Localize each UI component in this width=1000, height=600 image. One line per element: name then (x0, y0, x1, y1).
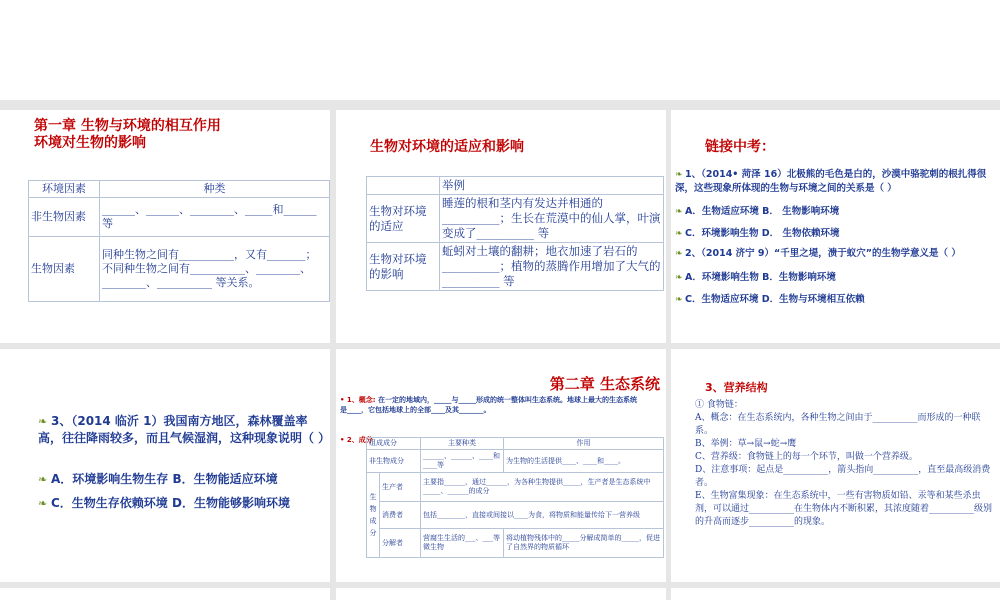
content-line: E、生物富集现象：在生态系统中，一些有害物质如铅、汞等和某些杀虫剂，可以通过__________在生物体内不断积累，其浓度随着__________级别的升高而逐步__________的现象。 (695, 491, 993, 527)
slide-5[interactable] (336, 349, 666, 582)
sub-heading: ① 食物链： (695, 400, 743, 410)
content-line: C、营养级：食物链上的每一个环节，叫做一个营养级。 (695, 452, 918, 462)
table-row (29, 181, 330, 198)
leaf-bullet-icon: ❧ (38, 473, 48, 486)
concept-block (340, 395, 640, 415)
table-header-cell: 举例 (440, 177, 664, 195)
table-header-cell: 主要种类 (421, 438, 504, 450)
slide-3[interactable] (671, 110, 1000, 343)
table-cell: 消费者 (380, 502, 421, 529)
table-cell: 为生物的生活提供____、____和____。 (504, 450, 664, 473)
content-line: A、概念：在生态系统内，各种生物之间由于__________而形成的一种联系。 (695, 413, 981, 436)
table-row (29, 198, 330, 237)
option-line (675, 225, 997, 239)
question-3 (38, 413, 328, 447)
option-line (675, 291, 997, 305)
table-row (29, 237, 330, 302)
question-block (675, 168, 997, 305)
table-row (367, 438, 664, 450)
option-line (38, 495, 328, 512)
table-header-cell (367, 177, 440, 195)
concept-label: 1、概念: (346, 396, 376, 404)
leaf-bullet-icon: ❧ (675, 273, 683, 283)
option-line (38, 471, 328, 488)
table-header-cell: 环境因素 (29, 181, 100, 198)
table-header-cell: 组成成分 (367, 438, 421, 450)
bullet-marker: • (340, 396, 347, 404)
table-row (367, 502, 664, 529)
content-line: D、注意事项：起点是__________，箭头指向__________，直至最高级消费者。 (695, 465, 991, 488)
leaf-bullet-icon: ❧ (675, 170, 683, 180)
table-cell: 生物对环境的适应 (367, 195, 440, 243)
option-line (675, 269, 997, 283)
table-row (367, 529, 664, 558)
option-text: A．环境影响生物生存 B．生物能适应环境 (51, 472, 278, 486)
table-header-cell: 作用 (504, 438, 664, 450)
table-row (367, 243, 664, 291)
content-line: B、举例：草→鼠→蛇→鹰 (695, 439, 797, 449)
slide-2[interactable] (336, 110, 666, 343)
concept-text: 在一定的地域内，_____与_____形成的统一整体叫生态系统。地球上最大的生态系统是____，它包括地球上的全部____及其_______。 (340, 396, 638, 414)
table-header-cell: 种类 (100, 181, 330, 198)
leaf-bullet-icon: ❧ (675, 295, 683, 305)
table-row (367, 177, 664, 195)
table-cell: 非生物因素 (29, 198, 100, 237)
section-title: 环境对生物的影响 (34, 135, 146, 151)
slide-1[interactable] (0, 110, 330, 343)
table-cell: 包括________，直接或间接以____为食，将物质和能量传给下一营养级 (421, 502, 664, 529)
table-cell: 生物因素 (29, 237, 100, 302)
question-text: 1、（2014• 菏泽 16）北极熊的毛色是白的，沙漠中骆驼刺的根扎得很深，这些现象所体现的生物与环境之间的关系是（ ） (675, 169, 987, 194)
question-text: 2、（2014 济宁 9）“千里之堤，溃于蚁穴”的生物学意义是（ ） (685, 248, 961, 259)
table-cell: 分解者 (380, 529, 421, 558)
leaf-bullet-icon: ❧ (38, 497, 48, 510)
table-cell: 蚯蚓对土壤的翻耕；地衣加速了岩石的 __________；植物的蒸腾作用增加了大气的 __________ 等 (440, 243, 664, 291)
table-cell: 同种生物之间有__________，又有_______；不同种生物之间有__________、________、________、__________ 等关系。 (100, 237, 330, 302)
table-row (367, 195, 664, 243)
environment-factor-table (28, 180, 330, 302)
table-row (367, 450, 664, 473)
bullet-marker: • (340, 436, 347, 444)
table-cell: 将动植物残体中的_____分解成简单的_____，促进了自然界的物质循环 (504, 529, 664, 558)
question-text: 3、（2014 临沂 1）我国南方地区，森林覆盖率高，往往降雨较多，而且气候湿润，这种现象说明（ ） (38, 414, 330, 445)
table-cell: 生产者 (380, 473, 421, 502)
chapter-title: 第一章 生物与环境的相互作用 (34, 118, 221, 134)
slide-8-partial[interactable] (336, 588, 666, 600)
option-text: C．环境影响生物 D． 生物依赖环境 (685, 228, 840, 239)
table-cell: 睡莲的根和茎内有发达并相通的__________；生长在荒漠中的仙人掌，叶演变成了__________ 等 (440, 195, 664, 243)
section-title: 3、营养结构 (705, 381, 768, 394)
food-chain-block (695, 399, 995, 529)
table-cell: 营腐生生活的___、___等微生物 (421, 529, 504, 558)
table-cell: ______、______、____和____等 (421, 450, 504, 473)
slide-7-partial[interactable] (0, 588, 330, 600)
table-cell: 生物对环境的影响 (367, 243, 440, 291)
leaf-bullet-icon: ❧ (675, 207, 683, 217)
option-text: C．生物适应环境 D．生物与环境相互依赖 (685, 294, 865, 305)
slide-title: 生物对环境的适应和影响 (370, 139, 524, 155)
question-2 (675, 247, 997, 261)
ecosystem-component-table (366, 437, 664, 558)
adaptation-table (366, 176, 664, 291)
leaf-bullet-icon: ❧ (675, 249, 683, 259)
table-cell: 生物成分 (367, 473, 380, 558)
slide-4[interactable] (0, 349, 330, 582)
option-text: A．环境影响生物 B．生物影响环境 (685, 272, 836, 283)
chapter-title: 第二章 生态系统 (549, 375, 660, 393)
option-line (675, 203, 997, 217)
slide-title: 链接中考： (705, 139, 775, 155)
table-cell: 非生物成分 (367, 450, 421, 473)
table-cell: ______、______、________、_____和______等 (100, 198, 330, 237)
option-text: C．生物生存依赖环境 D．生物能够影响环境 (51, 496, 290, 510)
slide-6[interactable] (671, 349, 1000, 582)
option-text: A．生物适应环境 B． 生物影响环境 (685, 206, 840, 217)
slide-9-partial[interactable] (671, 588, 1000, 600)
leaf-bullet-icon: ❧ (675, 229, 683, 239)
table-row (367, 473, 664, 502)
component-label: 2、成分 (346, 436, 373, 444)
leaf-bullet-icon: ❧ (38, 415, 48, 428)
question-1 (675, 168, 997, 196)
table-cell: 主要指______，通过______，为各种生物提供_____，生产者是生态系统中_____、______的成分 (421, 473, 664, 502)
